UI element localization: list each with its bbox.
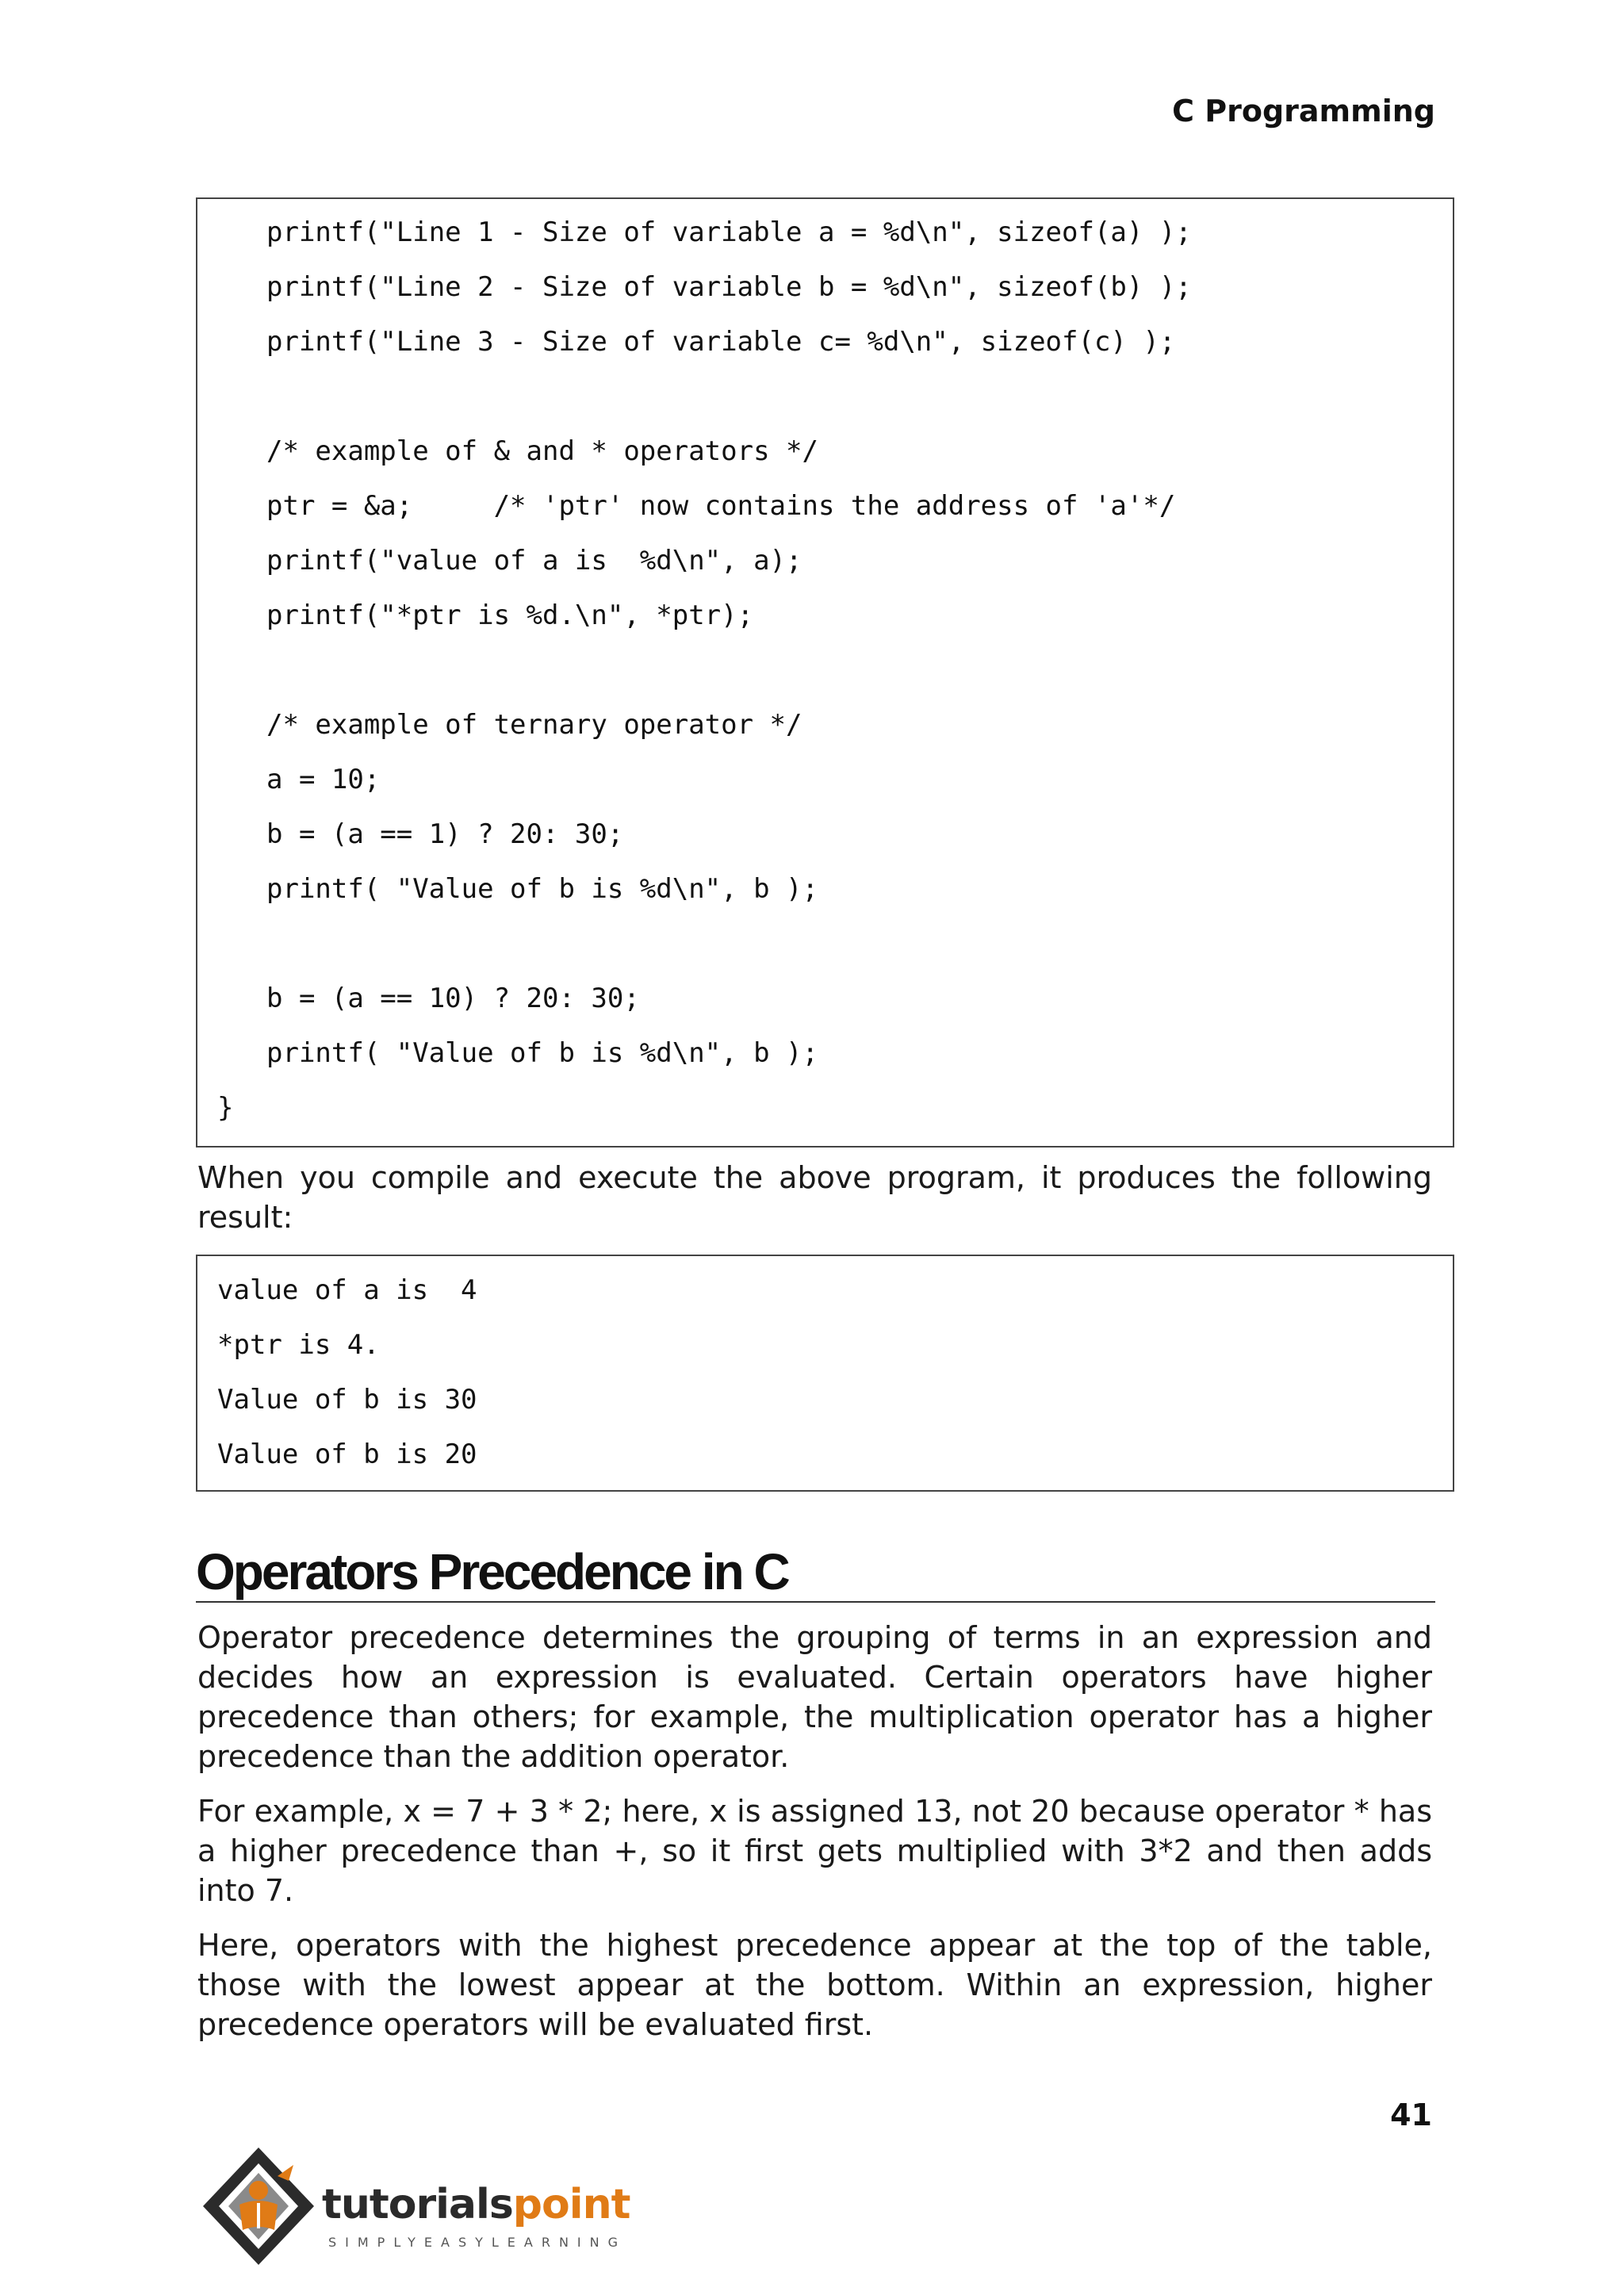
code-comment: /* example of & and * operators */ bbox=[266, 435, 818, 467]
page-number: 41 bbox=[1390, 2098, 1432, 2132]
logo-wordmark bbox=[322, 2181, 630, 2228]
code-line: a = 10; bbox=[266, 764, 381, 795]
logo-word-point: point bbox=[512, 2181, 630, 2228]
code-block bbox=[196, 197, 1454, 1148]
output-line: Value of b is 30 bbox=[217, 1384, 477, 1416]
code-line: printf("Line 3 - Size of variable c= %d\n", sizeof(c) ); bbox=[266, 326, 1176, 358]
intro-paragraph: When you compile and execute the above program, it produces the following result: bbox=[197, 1160, 1432, 1235]
heading-divider bbox=[196, 1601, 1435, 1603]
output-line: value of a is 4 bbox=[217, 1274, 477, 1306]
code-line: printf( "Value of b is %d\n", b ); bbox=[266, 873, 818, 905]
code-line: printf("value of a is %d\n", a); bbox=[266, 545, 802, 577]
code-line: printf("Line 2 - Size of variable b = %d\n", sizeof(b) ); bbox=[266, 271, 1192, 303]
logo-word-tutorials: tutorials bbox=[322, 2181, 513, 2228]
code-line: printf("Line 1 - Size of variable a = %d\n", sizeof(a) ); bbox=[266, 216, 1192, 248]
logo-emblem-icon bbox=[195, 2141, 322, 2284]
output-block bbox=[196, 1255, 1454, 1492]
body-paragraph: For example, x = 7 + 3 * 2; here, x is assigned 13, not 20 because operator * has a higher precedence than +, so it first gets multiplied with 3*2 and then adds into 7. bbox=[197, 1794, 1432, 1908]
closing-brace: } bbox=[217, 1092, 234, 1124]
code-line: printf("*ptr is %d.\n", *ptr); bbox=[266, 600, 754, 631]
tutorialspoint-logo bbox=[195, 2141, 639, 2284]
code-line: ptr = &a; /* 'ptr' now contains the address of 'a'*/ bbox=[266, 490, 1176, 522]
section-heading: Operators Precedence in C bbox=[196, 1543, 788, 1600]
code-line: b = (a == 1) ? 20: 30; bbox=[266, 818, 624, 850]
code-line: b = (a == 10) ? 20: 30; bbox=[266, 983, 640, 1014]
running-header: C Programming bbox=[1172, 94, 1435, 128]
code-line: printf( "Value of b is %d\n", b ); bbox=[266, 1037, 818, 1069]
code-comment: /* example of ternary operator */ bbox=[266, 709, 802, 741]
logo-tagline: SIMPLYEASYLEARNING bbox=[328, 2235, 627, 2250]
output-line: *ptr is 4. bbox=[217, 1329, 380, 1361]
body-paragraph: Here, operators with the highest precedence appear at the top of the table, those with the lowest appear at the bottom. Within an expression, higher precedence operators will be evaluated first. bbox=[197, 1928, 1432, 2042]
output-line: Value of b is 20 bbox=[217, 1439, 477, 1470]
body-paragraph: Operator precedence determines the grouping of terms in an expression and decides how an expression is evaluated. Certain operators have higher precedence than others; for example, the multiplication operator has a higher precedence than the addition operator. bbox=[197, 1620, 1432, 1774]
